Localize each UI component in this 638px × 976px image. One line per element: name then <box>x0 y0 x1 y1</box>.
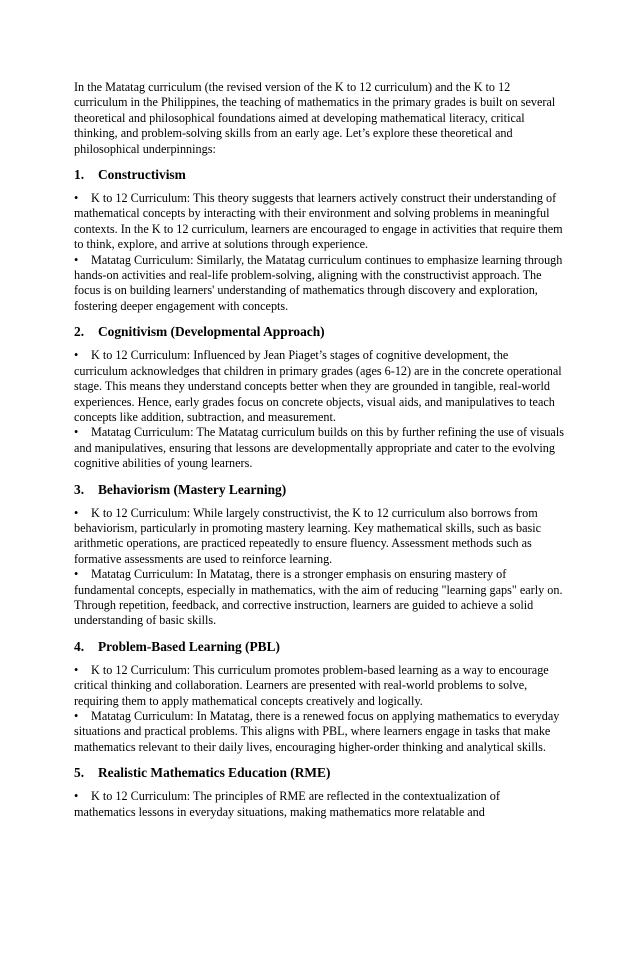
bullet-paragraph <box>74 709 564 755</box>
section-title: Realistic Mathematics Education (RME) <box>98 765 331 781</box>
bullet-mark: • <box>74 567 79 582</box>
intro-paragraph: In the Matatag curriculum (the revised version of the K to 12 curriculum) and the K to 12 curriculum in the Philippines, the teaching of mathematics in the primary grades is built on several theoretical and philosophical foundations aimed at developing mathematical literacy, critical thinking, and problem-solving skills from an early age. Let’s explore these theoretical and philosophical underpinnings: <box>74 80 556 156</box>
bullet-text: K to 12 Curriculum: While largely constructivist, the K to 12 curriculum also borrows from behaviorism, particularly in promoting mastery learning. Key mathematical skills, such as basic arithmetic operations, are practiced repeatedly to ensure fluency. Assessment methods such as formative assessments are used to reinforce learning. <box>74 505 542 566</box>
section-heading <box>74 638 564 655</box>
section-constructivism <box>74 166 564 314</box>
bullet-mark: • <box>74 789 79 804</box>
bullet-paragraph <box>74 567 564 629</box>
bullet-paragraph <box>74 789 564 820</box>
bullet-mark: • <box>74 662 79 677</box>
section-title: Cognitivism (Developmental Approach) <box>98 324 325 340</box>
section-number: 5. <box>74 765 85 781</box>
section-number: 4. <box>74 638 85 654</box>
section-heading <box>74 323 564 340</box>
section-title: Behaviorism (Mastery Learning) <box>98 481 287 497</box>
bullet-paragraph <box>74 506 564 568</box>
section-title: Constructivism <box>98 167 186 183</box>
section-cognitivism <box>74 323 564 471</box>
bullet-mark: • <box>74 191 79 206</box>
bullet-paragraph <box>74 425 564 471</box>
bullet-text: K to 12 Curriculum: This theory suggests that learners actively construct their understanding of mathematical concepts by interacting with their environment and solving problems in meaningful contexts. In the K to 12 curriculum, learners are encouraged to engage in activities that require them to think, explore, and arrive at solutions through experience. <box>74 191 563 252</box>
bullet-paragraph <box>74 663 564 709</box>
bullet-paragraph <box>74 348 564 425</box>
section-problem-based-learning <box>74 638 564 755</box>
bullet-paragraph <box>74 191 564 253</box>
bullet-text: Matatag Curriculum: Similarly, the Matatag curriculum continues to emphasize learning through hands-on activities and real-life problem-solving, aligning with the constructivist approach. The focus is on building learners' understanding of mathematics through discovery and exploration, fostering deeper engagement with concepts. <box>74 252 563 313</box>
bullet-mark: • <box>74 505 79 520</box>
bullet-mark: • <box>74 709 79 723</box>
bullet-text: Matatag Curriculum: In Matatag, there is a stronger emphasis on ensuring mastery of fundamental concepts, especially in mathematics, with the aim of reducing "learning gaps" early on. Through repetition, feedback, and corrective instruction, learners are guided to achieve a solid understanding of basic skills. <box>74 567 563 628</box>
section-heading <box>74 166 564 183</box>
section-number: 3. <box>74 481 85 497</box>
bullet-paragraph <box>74 253 564 315</box>
section-heading <box>74 481 564 498</box>
document-page <box>74 80 564 829</box>
bullet-text: K to 12 Curriculum: This curriculum promotes problem-based learning as a way to encourage critical thinking and collaboration. Learners are presented with real-world problems to solve, requiring them to apply mathematical concepts creatively and logically. <box>74 662 549 708</box>
bullet-text: Matatag Curriculum: The Matatag curriculum builds on this by further refining the use of visuals and manipulatives, ensuring that lessons are developmentally appropriate and cater to the evolving cognitive abilities of young learners. <box>74 425 564 471</box>
section-number: 1. <box>74 167 85 183</box>
bullet-mark: • <box>74 425 79 440</box>
section-realistic-mathematics-education <box>74 764 564 820</box>
section-title: Problem-Based Learning (PBL) <box>98 638 281 654</box>
bullet-mark: • <box>74 348 79 363</box>
bullet-text: Matatag Curriculum: In Matatag, there is a renewed focus on applying mathematics to everyday situations and practical problems. This aligns with PBL, where learners engage in tasks that make mathematics relevant to their daily lives, encouraging higher-order thinking and analytical skills. <box>74 709 560 754</box>
section-number: 2. <box>74 324 85 340</box>
section-heading <box>74 764 564 781</box>
section-behaviorism <box>74 481 564 629</box>
bullet-text: K to 12 Curriculum: The principles of RME are reflected in the contextualization of mathematics lessons in everyday situations, making mathematics more relatable and <box>74 789 500 819</box>
bullet-mark: • <box>74 252 79 267</box>
bullet-text: K to 12 Curriculum: Influenced by Jean Piaget’s stages of cognitive development, the curriculum acknowledges that children in primary grades (ages 6-12) are in the concrete operational stage. This means they understand concepts better when they are grounded in tangible, real-world experiences. Hence, early grades focus on concrete objects, visual aids, and manipulatives to teach concepts like addition, subtraction, and measurement. <box>74 348 562 424</box>
